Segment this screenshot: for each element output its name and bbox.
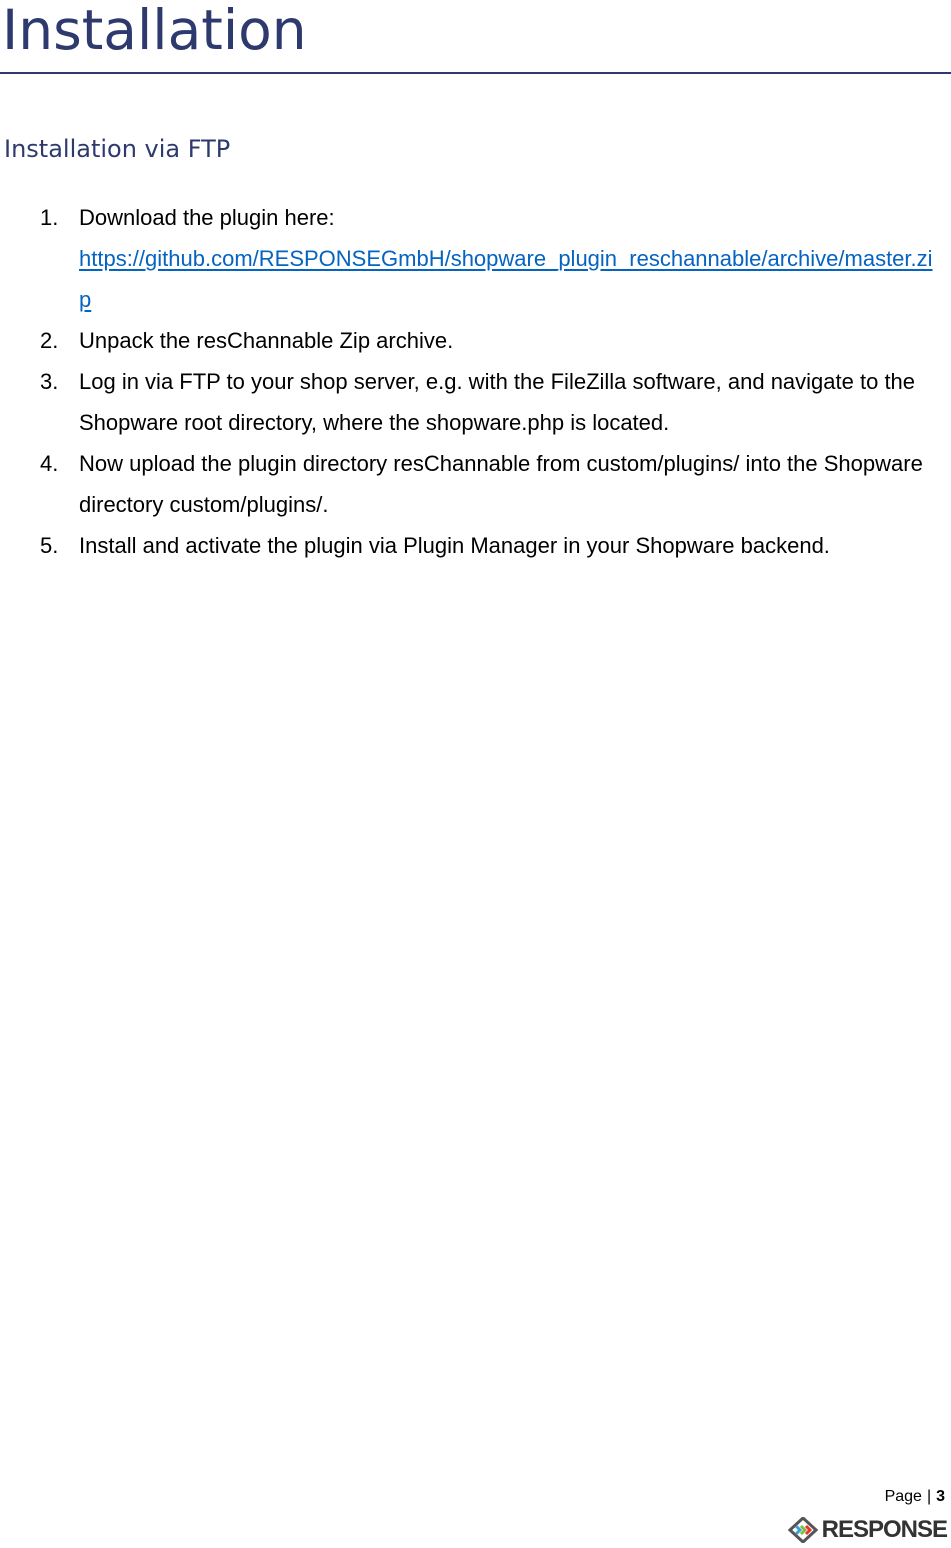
step-text: Install and activate the plugin via Plugin Manager in your Shopware backend.: [79, 533, 830, 558]
step-text: Unpack the resChannable Zip archive.: [79, 328, 454, 353]
step-number: 5.: [40, 533, 59, 558]
page-title: Installation: [2, 0, 307, 62]
step-number: 4.: [40, 451, 59, 476]
page-label: Page: [884, 1488, 922, 1505]
page-separator: |: [926, 1488, 932, 1505]
step-3: [0, 361, 951, 443]
step-number: 1.: [40, 205, 59, 230]
response-logo: [788, 1515, 947, 1545]
response-logo-text: RESPONSE: [821, 1516, 947, 1543]
step-number: 2.: [40, 328, 59, 353]
download-link[interactable]: https://github.com/RESPONSEGmbH/shopware_plugin_reschannable/archive/master.zip: [79, 246, 933, 312]
step-text: Log in via FTP to your shop server, e.g. with the FileZilla software, and navigate to the Shopware root directory, where the shopware.php is located.: [79, 369, 916, 435]
section-heading: Installation via FTP: [4, 135, 231, 163]
installation-steps-list: [0, 197, 951, 566]
step-2: [0, 320, 951, 361]
page-number-footer: [885, 1486, 945, 1508]
step-text: Now upload the plugin directory resChannable from custom/plugins/ into the Shopware directory custom/plugins/.: [79, 451, 923, 517]
response-logo-icon: [788, 1517, 818, 1543]
step-text: Download the plugin here:: [79, 205, 335, 230]
step-5: [0, 525, 951, 566]
step-1: [0, 197, 951, 320]
title-underline: [0, 72, 951, 74]
step-number: 3.: [40, 369, 59, 394]
page-number: 3: [936, 1488, 945, 1505]
step-4: [0, 443, 951, 525]
